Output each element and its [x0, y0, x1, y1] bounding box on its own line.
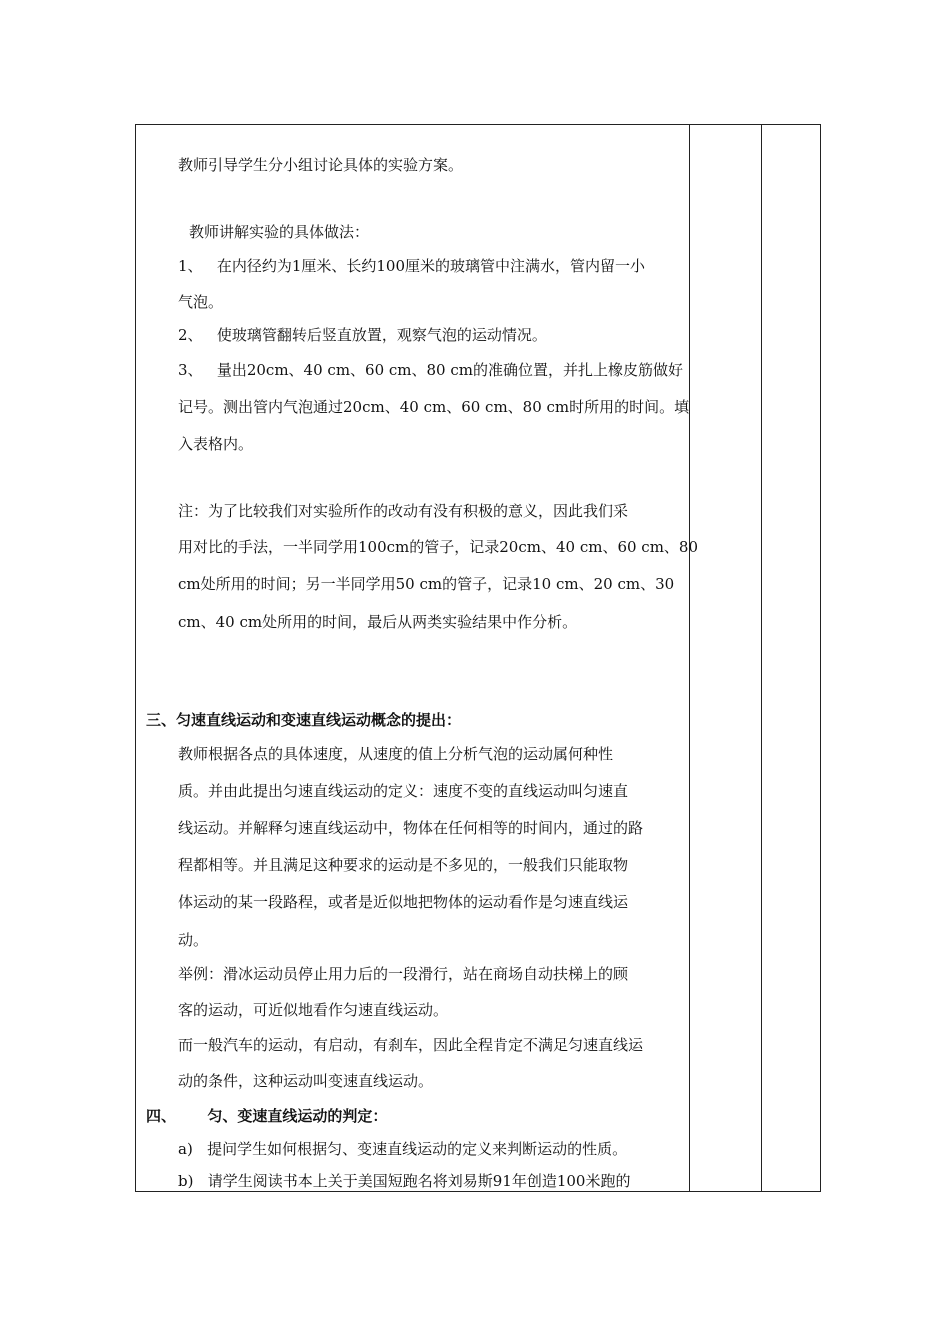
text-line: b) 请学生阅读书本上关于美国短跑名将刘易斯91年创造100米跑的 [178, 1172, 631, 1190]
text-line: 3、 量出20cm、40 cm、60 cm、80 cm的准确位置，并扎上橡皮筋做好 [178, 361, 683, 379]
text-line: 入表格内。 [178, 435, 254, 453]
text-line: 而一般汽车的运动，有启动，有刹车，因此全程肯定不满足匀速直线运 [178, 1036, 644, 1054]
text-line: 教师根据各点的具体速度，从速度的值上分析气泡的运动属何种性 [178, 745, 614, 763]
column-divider-1 [689, 125, 690, 1191]
text-line: 记号。测出管内气泡通过20cm、40 cm、60 cm、80 cm时所用的时间。填 [178, 398, 690, 416]
section-heading: 三、匀速直线运动和变速直线运动概念的提出： [146, 711, 462, 729]
text-line: 质。并由此提出匀速直线运动的定义：速度不变的直线运动叫匀速直 [178, 782, 629, 800]
text-line: 教师讲解实验的具体做法： [189, 223, 370, 241]
text-line: 举例：滑冰运动员停止用力后的一段滑行，站在商场自动扶梯上的顾 [178, 965, 629, 983]
text-line: 线运动。并解释匀速直线运动中，物体在任何相等的时间内，通过的路 [178, 819, 644, 837]
text-line: 1、 在内径约为1厘米、长约100厘米的玻璃管中注满水，管内留一小 [178, 257, 646, 275]
text-line: cm处所用的时间；另一半同学用50 cm的管子，记录10 cm、20 cm、30 [178, 575, 675, 593]
text-line: 动的条件，这种运动叫变速直线运动。 [178, 1072, 434, 1090]
text-line: 气泡。 [178, 293, 224, 311]
text-line: 程都相等。并且满足这种要求的运动是不多见的，一般我们只能取物 [178, 856, 629, 874]
text-line: 体运动的某一段路程，或者是近似地把物体的运动看作是匀速直线运 [178, 893, 629, 911]
section-heading: 四、 匀、变速直线运动的判定： [146, 1107, 388, 1125]
text-line: 客的运动，可近似地看作匀速直线运动。 [178, 1001, 449, 1019]
column-divider-2 [761, 125, 762, 1191]
text-line: a) 提问学生如何根据匀、变速直线运动的定义来判断运动的性质。 [178, 1140, 628, 1158]
text-line: 2、 使玻璃管翻转后竖直放置，观察气泡的运动情况。 [178, 326, 547, 344]
text-line: 教师引导学生分小组讨论具体的实验方案。 [178, 156, 464, 174]
text-line: 注：为了比较我们对实验所作的改动有没有积极的意义，因此我们采 [178, 502, 629, 520]
text-line: 动。 [178, 931, 209, 949]
text-line: 用对比的手法，一半同学用100cm的管子，记录20cm、40 cm、60 cm、80 [178, 538, 699, 556]
text-line: cm、40 cm处所用的时间，最后从两类实验结果中作分析。 [178, 613, 578, 631]
lesson-table [135, 124, 821, 1192]
